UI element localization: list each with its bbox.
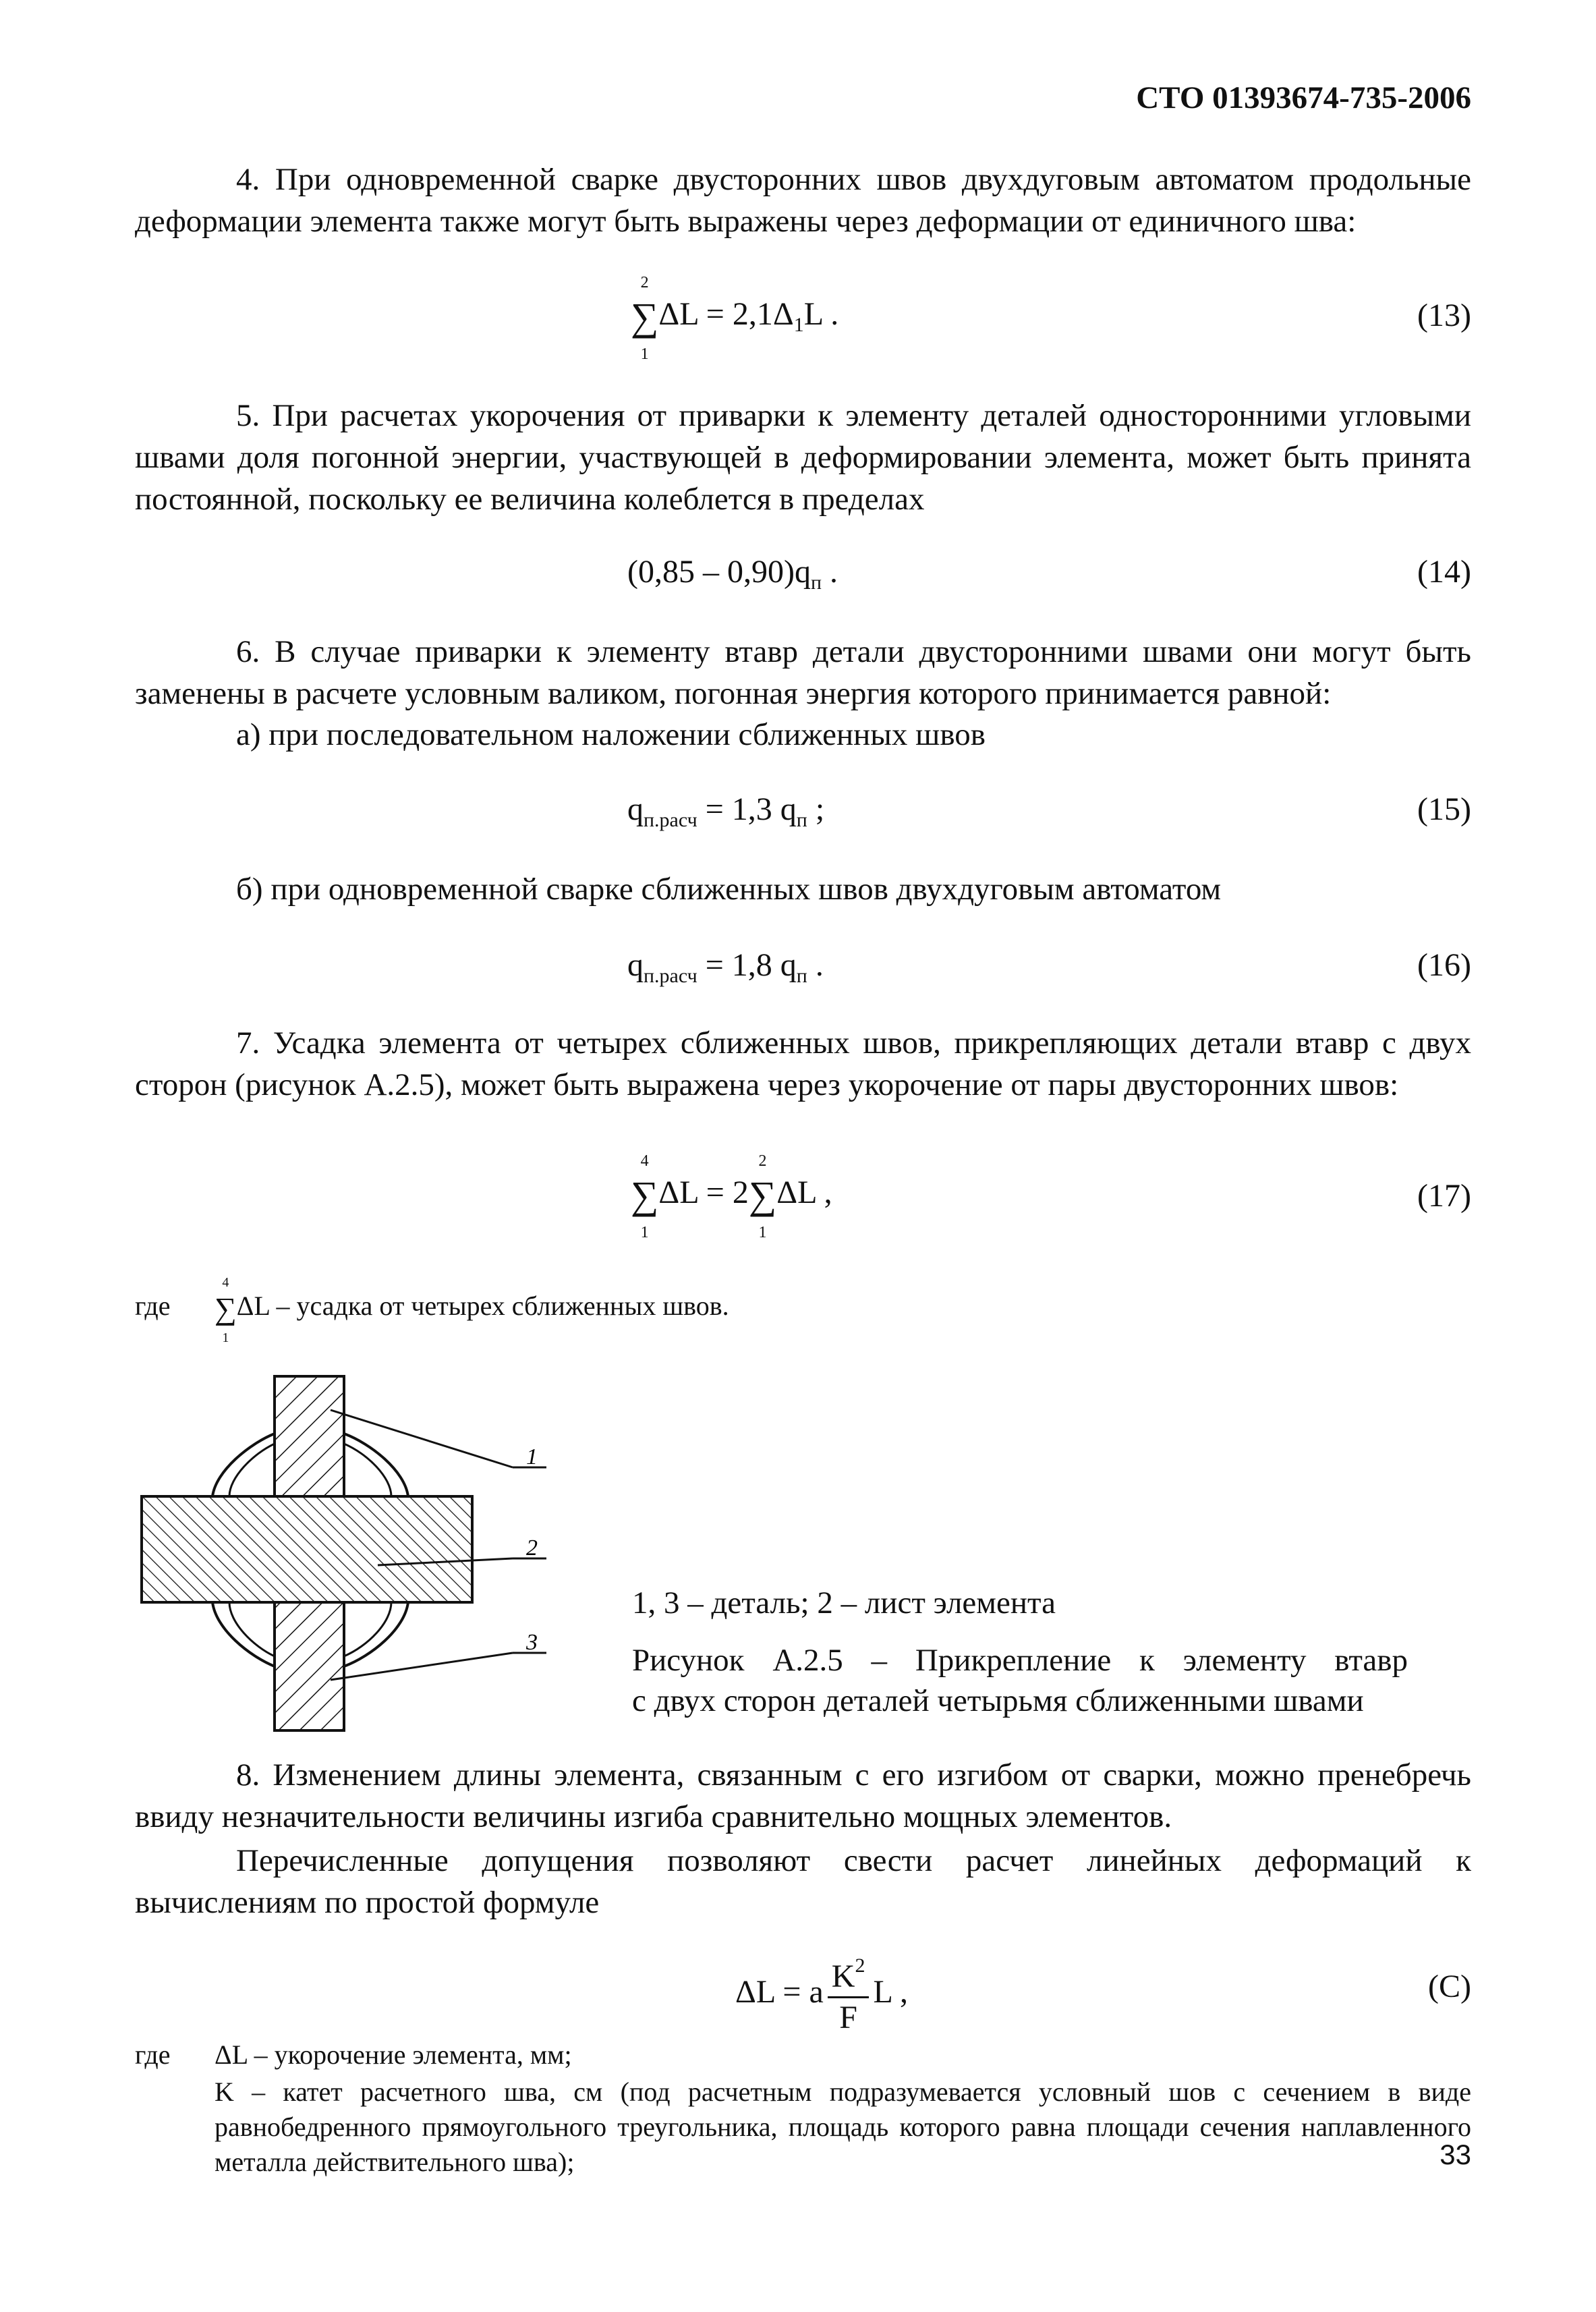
equation-number-c: (С) [1428,1969,1471,2004]
paragraph-8: 8. Изменением длины элемента, связанным с его изгибом от сварки, можно пренебречь ввиду незначительности величины изгиба сравнительно мощных элементов. [135,1757,1471,1834]
figure-caption-line2: с двух сторон деталей четырьмя сближенными швами [632,1683,1364,1718]
sum-symbol: ∑ 2 1 [631,273,659,363]
figure-label-3: 3 [526,1630,538,1655]
weld-figure [135,1370,607,1741]
where-sum-definition: ∑ 4 1 ΔL – усадка от четырех сближенных швов. [215,1274,729,1345]
equation-c: ΔL = a $\frac{K^2}{F}$ L , [735,1946,908,2037]
sum-symbol: ∑ 2 1 [748,1152,777,1241]
equation-16: $q_{п.расч} = 1,8$ $q_п$ . [627,947,824,987]
equation-13: ∑ 2 1 $\Delta L = 2,1\Delta_1L$ . [631,273,839,363]
equation-number-14: (14) [1417,554,1471,590]
fraction: $\frac{K^2}{F}$ [828,1946,870,2037]
figure-legend: 1, 3 – деталь; 2 – лист элемента [632,1585,1056,1620]
paragraph-6a: а) при последовательном наложении сближенных швов [236,717,986,752]
equation-number-17: (17) [1417,1178,1471,1214]
figure-label-2: 2 [526,1535,538,1560]
figure-label-1: 1 [526,1444,538,1469]
paragraph-5: 5. При расчетах укорочения от приварки к элементу деталей односторонними угловыми швами доля погонной энергии, участвующей в деформировании элемента, может быть принята постоянной, поскольку ее величина колеблется в пределах [135,398,1471,517]
paragraph-7: 7. Усадка элемента от четырех сближенных швов, прикрепляющих детали втавр с двух сторон (рисунок А.2.5), может быть выражена через укорочение от пары двусторонних швов: [135,1025,1471,1102]
paragraph-6: 6. В случае приварки к элементу втавр детали двусторонними швами они могут быть заменены в расчете условным валиком, погонная энергия которого принимается равной: [135,634,1471,711]
figure-caption-line1: Рисунок А.2.5 – Прикрепление к элементу втавр [632,1643,1408,1678]
where-definition-k: K – катет расчетного шва, см (под расчетным подразумевается условный шов с сечением в виде равнобедренного прямоугольного треугольника, площадь которого равна площади сечения наплавленного металла действительного шва); [215,2077,1471,2177]
equation-15: $q_{п.расч} = 1,3$ $q_п$ ; [627,791,825,831]
weld-upper-left [212,1434,275,1496]
element-plate [142,1496,472,1602]
sum-symbol: ∑ 4 1 [631,1152,659,1241]
equation-14: $(0,85 - 0,90)q_п$ . [627,554,838,594]
where-label-c: где [135,2039,171,2070]
upper-detail [275,1376,344,1496]
paragraph-9: Перечисленные допущения позволяют свести расчет линейных деформаций к вычислениям по простой формуле [135,1843,1471,1920]
document-code: СТО 01393674-735-2006 [1136,80,1471,115]
page-number: 33 [1440,2139,1471,2170]
equation-number-15: (15) [1417,791,1471,827]
where-definition-dl: ΔL – укорочение элемента, мм; [215,2039,572,2070]
equation-number-13: (13) [1417,298,1471,333]
paragraph-4: 4. При одновременной сварке двусторонних швов двухдуговым автоматом продольные деформации элемента также могут быть выражены через деформации от единичного шва: [135,162,1471,239]
weld-lower-left [212,1602,275,1666]
paragraph-6b: б) при одновременной сварке сближенных швов двухдуговым автоматом [236,872,1222,907]
equation-number-16: (16) [1417,947,1471,983]
equation-17: ∑ 4 1 ΔL = 2∑ 2 1 ΔL , [631,1152,832,1241]
where-label: где [135,1291,171,1321]
sum-symbol: ∑ 4 1 [215,1274,237,1345]
lower-detail [275,1602,344,1730]
